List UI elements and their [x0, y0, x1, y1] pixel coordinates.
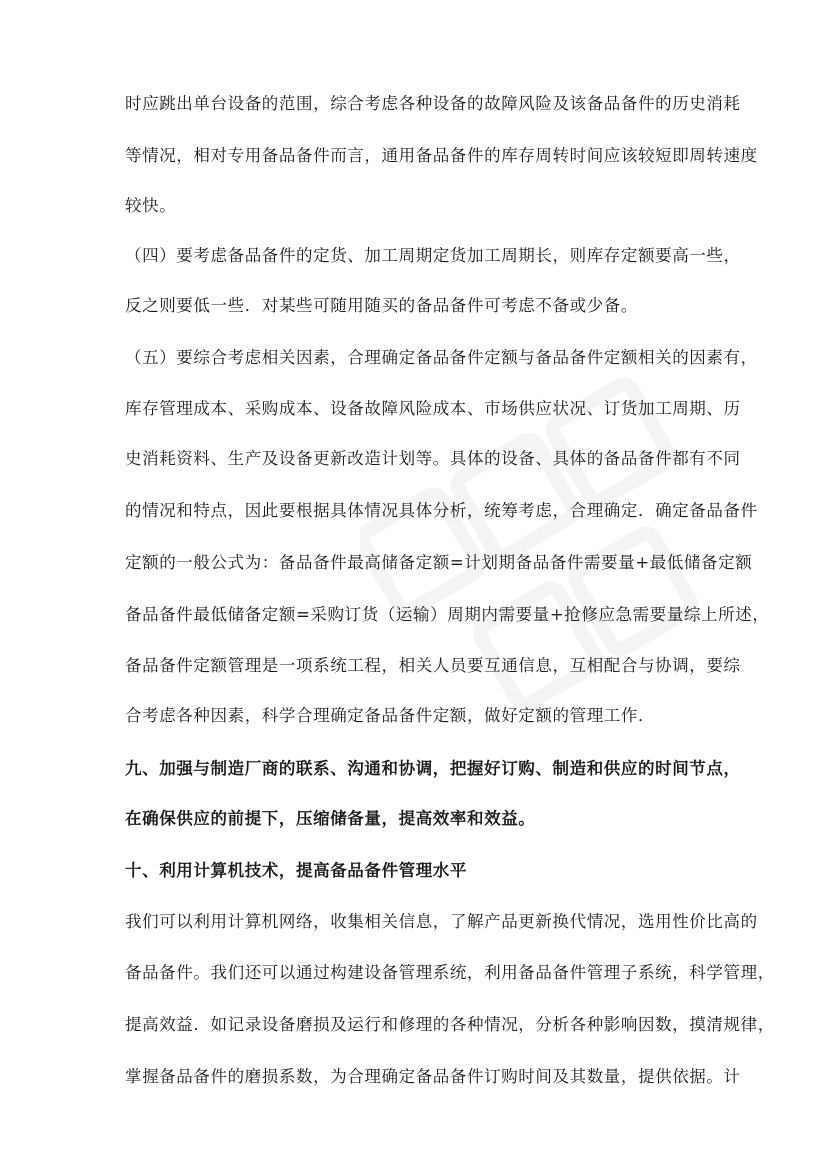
text-line: 定额的一般公式为：备品备件最高储备定额=计划期备品备件需要量+最低储备定额: [125, 553, 753, 572]
text-line: （五）要综合考虑相关因素，合理确定备品备件定额与备品备件定额相关的因素有，: [125, 348, 758, 367]
text-line: 等情况，相对专用备品备件而言，通用备品备件的库存周转时间应该较短即周转速度: [125, 146, 758, 165]
text-line: 的情况和特点，因此要根据具体情况具体分析，统筹考虑，合理确定．确定备品备件: [125, 501, 758, 520]
text-line: （四）要考虑备品备件的定货、加工周期定货加工周期长，则库存定额要高一些，: [125, 246, 741, 265]
text-line: 备品备件。我们还可以通过构建设备管理系统，利用备品备件管理子系统，科学管理，: [125, 963, 775, 982]
section-heading-9-cont: 在确保供应的前提下，压缩储备量，提高效率和效益。: [125, 809, 536, 828]
text-line: 掌握备品备件的磨损系数，为合理确定备品备件订购时间及其数量，提供依据。计: [125, 1067, 741, 1086]
text-line: 史消耗资料、生产及设备更新改造计划等。具体的设备、具体的备品备件都有不同: [125, 449, 741, 468]
section-heading-10: 十、利用计算机技术，提高备品备件管理水平: [125, 861, 467, 880]
text-line: 提高效益．如记录设备磨损及运行和修理的各种情况，分析各种影响因数，摸清规律，: [125, 1015, 775, 1034]
section-heading-9: 九、加强与制造厂商的联系、沟通和协调，把握好订购、制造和供应的时间节点，: [125, 759, 741, 778]
text-line: 合考虑各种因素，科学合理确定备品备件定额，做好定额的管理工作．: [125, 706, 656, 725]
text-line: 库存管理成本、采购成本、设备故障风险成本、市场供应状况、订货加工周期、历: [125, 399, 741, 418]
text-line: 我们可以利用计算机网络，收集相关信息，了解产品更新换代情况，选用性价比高的: [125, 912, 758, 931]
text-line: 备品备件最低储备定额=采购订货（运输）周期内需要量+抢修应急需要量综上所述，: [125, 605, 770, 624]
text-line: 备品备件定额管理是一项系统工程，相关人员要互通信息，互相配合与协调，要综: [125, 656, 741, 675]
text-line: 反之则要低一些．对某些可随用随买的备品备件可考虑不备或少备。: [125, 296, 638, 315]
text-line: 时应跳出单台设备的范围，综合考虑各种设备的故障风险及该备品备件的历史消耗: [125, 94, 741, 113]
text-line: 较快。: [125, 196, 177, 215]
